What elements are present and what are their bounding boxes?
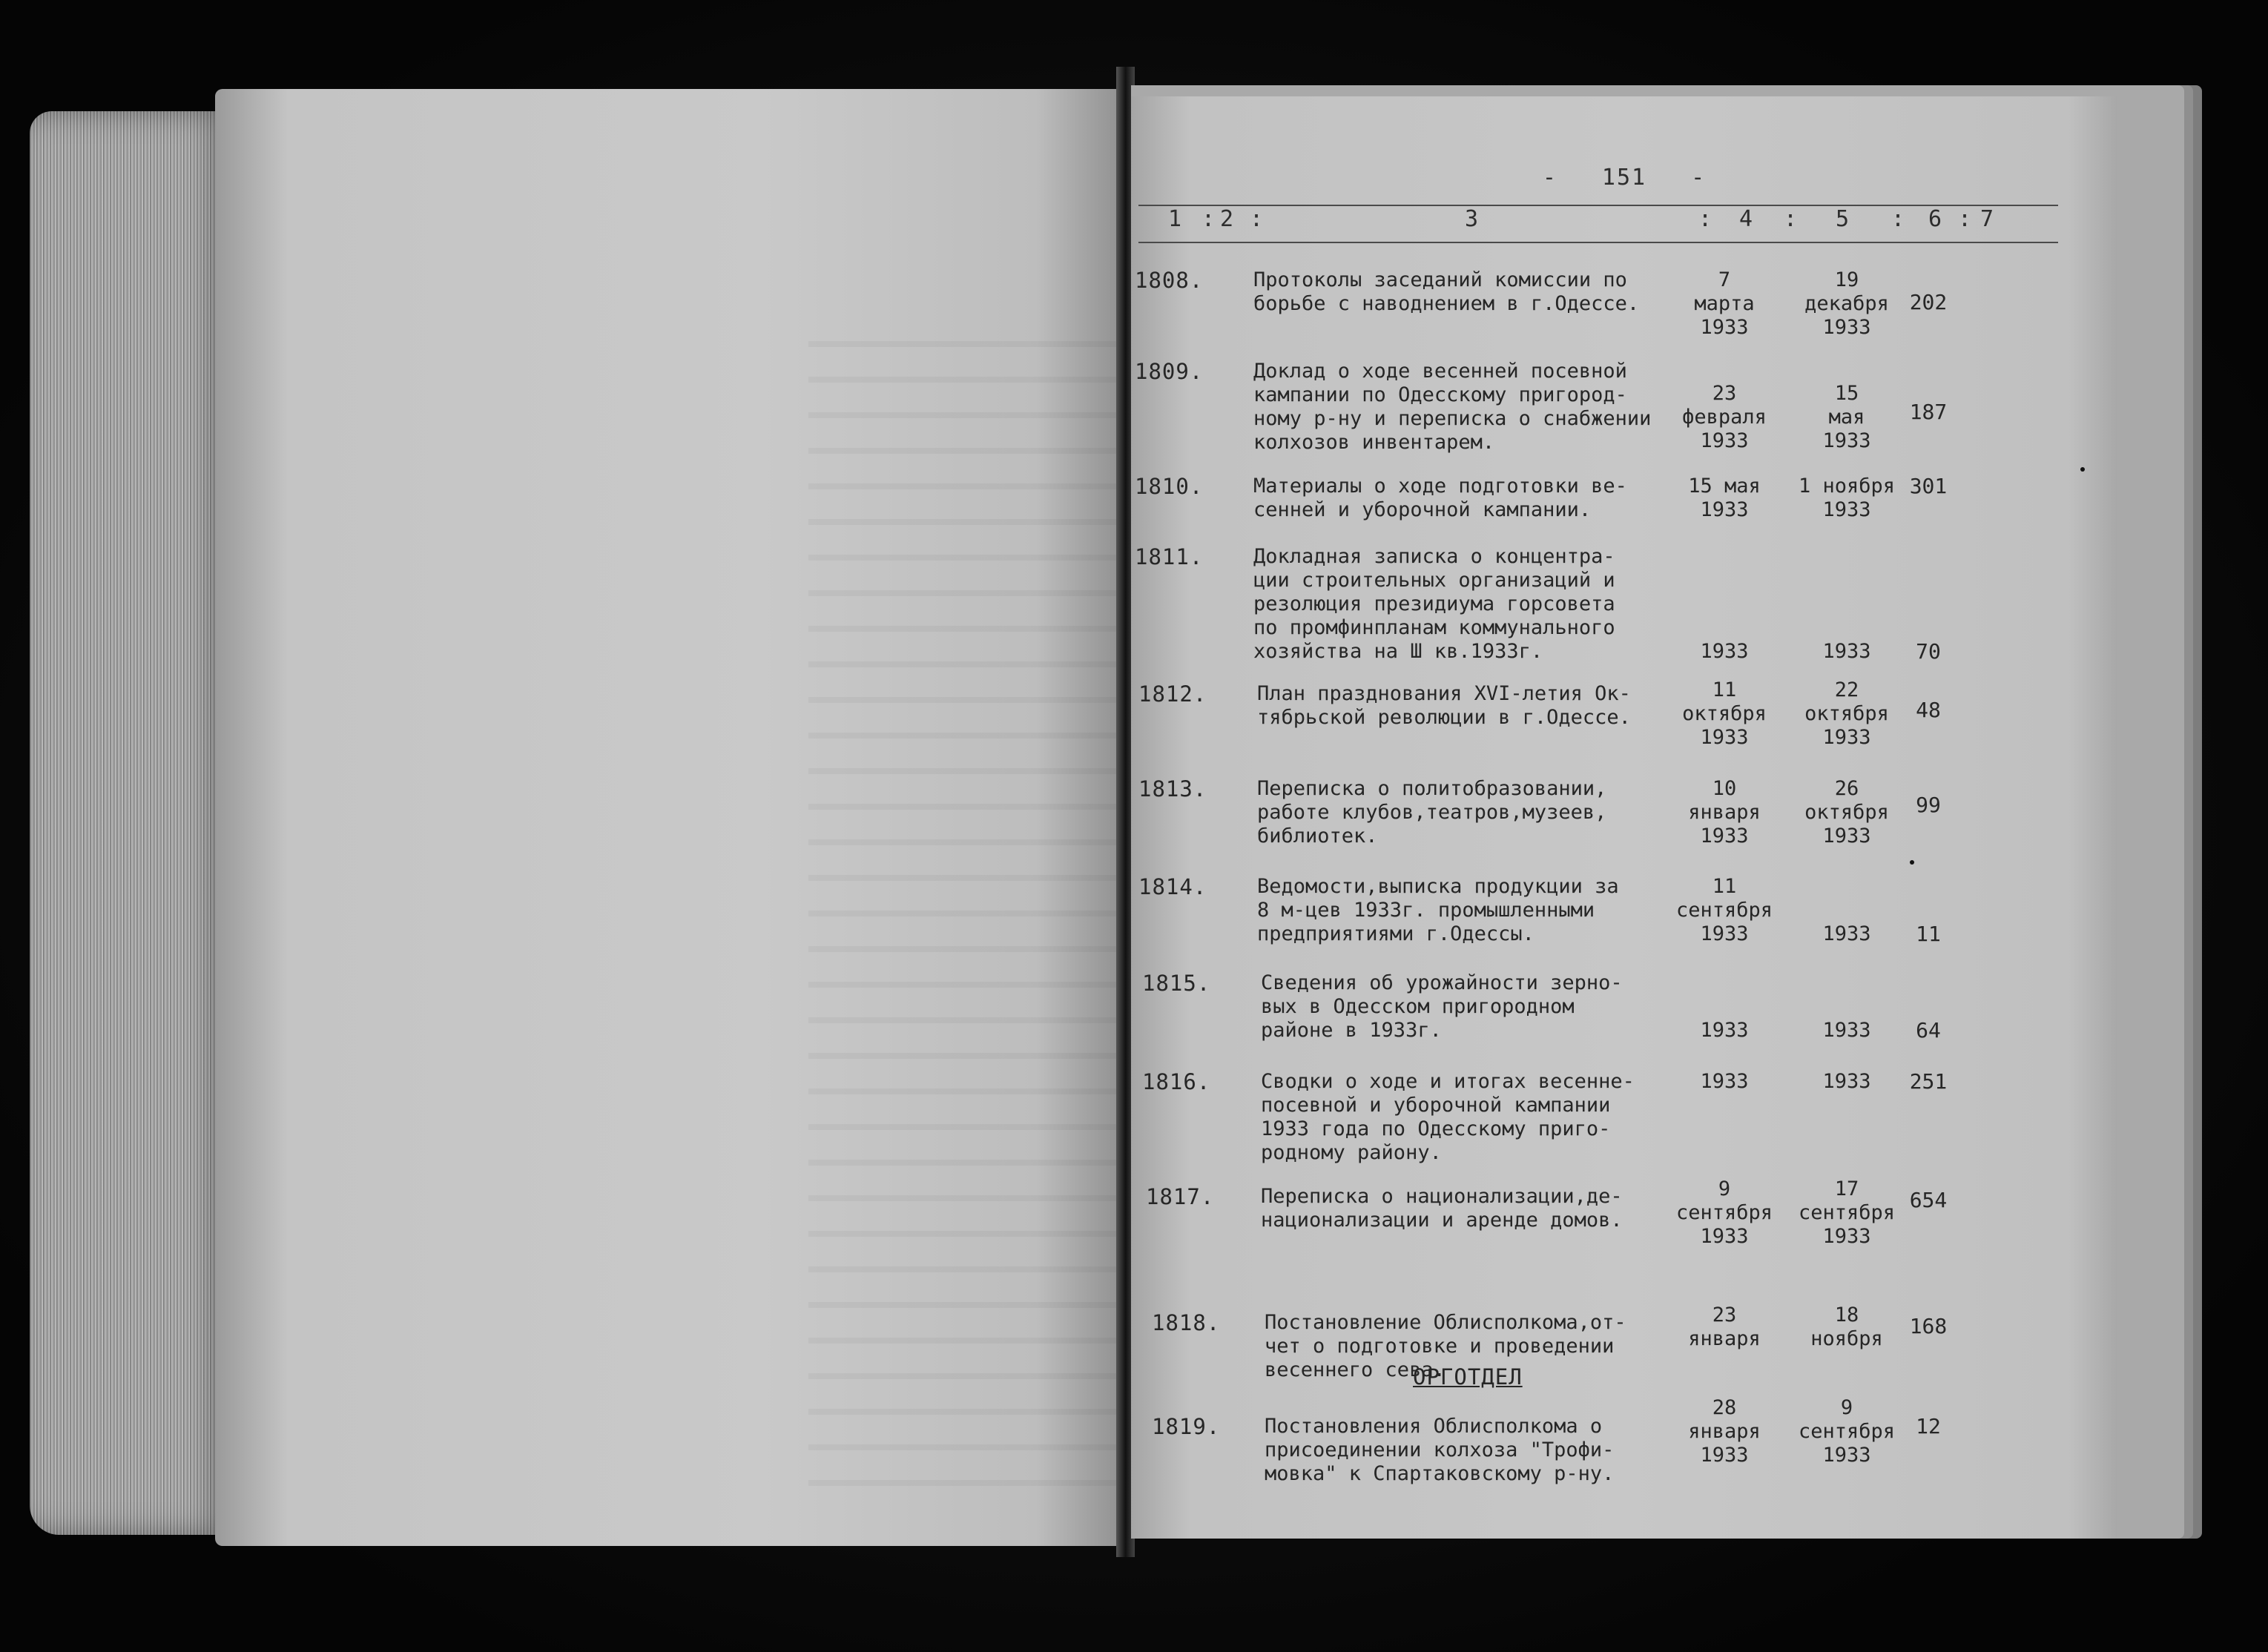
row-title: Ведомости,выписка продукции за 8 м-цев 1933г. промышленными предприятиями г.Одессы. bbox=[1257, 875, 1619, 945]
page-number: - 151 - bbox=[1542, 165, 1707, 191]
row-pages: 12 bbox=[1916, 1414, 1941, 1438]
row-end-date: 1933 bbox=[1822, 922, 1871, 945]
row-pages: 11 bbox=[1916, 922, 1941, 946]
row-pages: 48 bbox=[1916, 698, 1941, 722]
row-title: Сводки о ходе и итогах весенне- посевной и уборочной кампании 1933 года по Одесскому приго- родному району. bbox=[1261, 1070, 1635, 1164]
row-number: 1814. bbox=[1138, 874, 1207, 899]
row-pages: 70 bbox=[1916, 639, 1941, 664]
col-2: 2 bbox=[1220, 206, 1234, 232]
row-start-date: 11 сентября 1933 bbox=[1675, 875, 1773, 945]
row-number: 1810. bbox=[1135, 474, 1204, 499]
row-title: Переписка о национализации,де- национализации и аренде домов. bbox=[1261, 1185, 1623, 1232]
row-number: 1813. bbox=[1138, 776, 1207, 802]
header-rule-top bbox=[1138, 205, 2058, 206]
show-through-text bbox=[808, 311, 1120, 1498]
col-7: 7 bbox=[1980, 206, 1994, 232]
row-end-date: 18 ноября bbox=[1810, 1304, 1883, 1350]
row-title: Переписка о политобразовании, работе клубов,театров,музеев, библиотек. bbox=[1257, 777, 1607, 848]
row-title: Протоколы заседаний комиссии по борьбе с наводнением в г.Одессе. bbox=[1253, 268, 1640, 315]
row-number: 1816. bbox=[1142, 1069, 1211, 1094]
row-title: Доклад о ходе весенней посевной кампании по Одесскому пригород- ному р-ну и переписка о снабжении колхозов инвентарем. bbox=[1253, 360, 1652, 454]
row-end-date: 22 октября 1933 bbox=[1804, 678, 1889, 749]
row-pages: 168 bbox=[1909, 1314, 1948, 1338]
row-title: План празднования XVI-летия Ок- тябрьской революции в г.Одессе. bbox=[1257, 682, 1631, 729]
col-5: 5 bbox=[1836, 206, 1850, 232]
row-number: 1815. bbox=[1142, 971, 1211, 996]
row-pages: 301 bbox=[1909, 474, 1948, 498]
header-rule-bottom bbox=[1138, 242, 2058, 243]
inventory-page bbox=[1131, 96, 2117, 1539]
row-number: 1818. bbox=[1152, 1310, 1221, 1335]
ink-speck bbox=[1910, 860, 1914, 865]
page-edges bbox=[30, 111, 230, 1535]
row-start-date: 10 января 1933 bbox=[1688, 777, 1761, 848]
row-pages: 202 bbox=[1909, 290, 1948, 314]
row-end-date: 1933 bbox=[1822, 640, 1871, 663]
row-end-date: 26 октября 1933 bbox=[1804, 777, 1889, 848]
row-end-date: 1933 bbox=[1822, 1070, 1871, 1093]
row-pages: 99 bbox=[1916, 793, 1941, 817]
col-6: 6 bbox=[1928, 206, 1942, 232]
row-end-date: 9 сентября 1933 bbox=[1798, 1396, 1896, 1467]
column-headers: 1 : 2 : 3 : 4 : 5 : 6 : 7 bbox=[1168, 206, 1994, 232]
row-number: 1812. bbox=[1138, 681, 1207, 707]
row-start-date: 28 января 1933 bbox=[1688, 1396, 1761, 1467]
row-title: Материалы о ходе подготовки ве- сенней и уборочной кампании. bbox=[1253, 475, 1627, 521]
col-1: 1 bbox=[1168, 206, 1182, 232]
row-start-date: 23 февраля 1933 bbox=[1682, 382, 1767, 452]
row-title: Сведения об урожайности зерно- вых в Одесском пригородном районе в 1933г. bbox=[1261, 971, 1623, 1042]
row-title: Постановления Облисполкома о присоединении колхоза "Трофи- мовка" к Спартаковскому р-ну. bbox=[1265, 1415, 1615, 1485]
col-4: 4 bbox=[1739, 206, 1753, 232]
row-start-date: 9 сентября 1933 bbox=[1675, 1177, 1773, 1248]
row-start-date: 1933 bbox=[1700, 640, 1749, 663]
row-pages: 251 bbox=[1909, 1069, 1948, 1094]
row-end-date: 1 ноября 1933 bbox=[1798, 475, 1896, 521]
row-end-date: 19 декабря 1933 bbox=[1804, 268, 1889, 339]
section-title: ОРГОТДЕЛ bbox=[1413, 1364, 1523, 1390]
row-number: 1817. bbox=[1146, 1184, 1215, 1209]
row-title: Постановление Облисполкома,от- чет о подготовке и проведении весеннего сева. bbox=[1265, 1311, 1626, 1381]
row-pages: 654 bbox=[1909, 1188, 1948, 1212]
row-number: 1811. bbox=[1135, 544, 1204, 569]
row-number: 1808. bbox=[1135, 268, 1204, 293]
row-number: 1809. bbox=[1135, 359, 1204, 384]
row-end-date: 15 мая 1933 bbox=[1822, 382, 1871, 452]
left-page-blank bbox=[215, 89, 1127, 1546]
ink-speck bbox=[2080, 467, 2085, 472]
row-pages: 64 bbox=[1916, 1018, 1941, 1043]
row-start-date: 7 марта 1933 bbox=[1694, 268, 1755, 339]
col-3: 3 bbox=[1465, 206, 1479, 232]
row-start-date: 1933 bbox=[1700, 1070, 1749, 1093]
row-start-date: 1933 bbox=[1700, 1019, 1749, 1042]
row-title: Докладная записка о концентра- ции строительных организаций и резолюция президиума горсовета по промфинпланам коммунального хозяйства на Ш кв.1933г. bbox=[1253, 545, 1615, 663]
row-end-date: 17 сентября 1933 bbox=[1798, 1177, 1896, 1248]
row-start-date: 11 октября 1933 bbox=[1682, 678, 1767, 749]
row-start-date: 23 января bbox=[1688, 1304, 1761, 1350]
row-pages: 187 bbox=[1909, 400, 1948, 424]
row-start-date: 15 мая 1933 bbox=[1688, 475, 1761, 521]
row-number: 1819. bbox=[1152, 1414, 1221, 1439]
row-end-date: 1933 bbox=[1822, 1019, 1871, 1042]
